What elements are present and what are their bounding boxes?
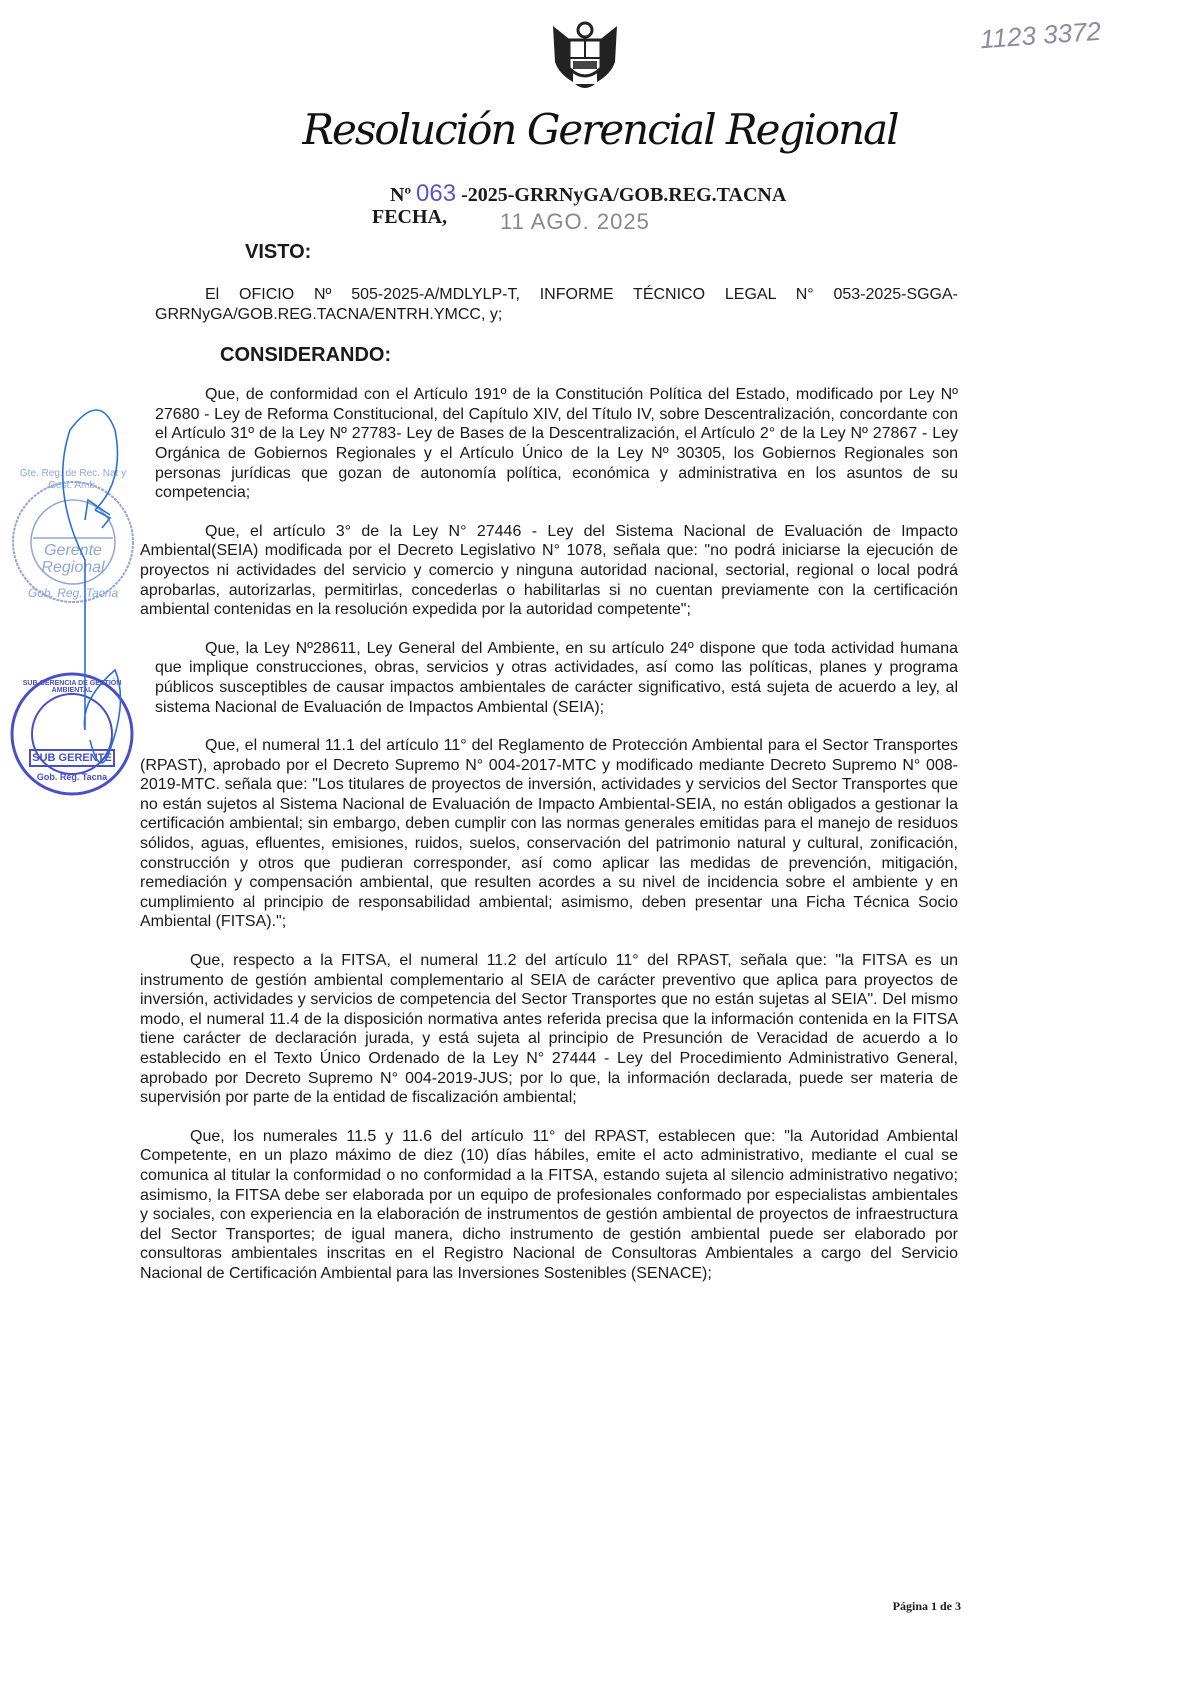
document-body — [140, 240, 958, 1303]
paragraph: Que, respecto a la FITSA, el numeral 11.2 del artículo 11° del RPAST, señala que: "la FITSA es un instrumento de gestión ambiental complementario al SEIA de carácter preventivo que aplica para proyectos de inversión, actividades y servicios de competencia del Sector Transportes que no están sujetas al SEIA". Del mismo modo, el numeral 11.4 de la disposición normativa antes referida precisa que la información contenida en la FITSA tiene carácter de declaración jurada, y está sujeta al principio de Presunción de Veracidad de acuerdo a lo establecido en el Texto Único Ordenado de la Ley N° 27444 - Ley del Procedimiento Administrativo General, aprobado por Decreto Supremo N° 004-2019-JUS; por lo que, la información declarada, puede ser materia de supervisión por parte de la entidad de fiscalización ambiental; — [140, 952, 958, 1107]
stamp-center-text: Gerente Regional — [41, 542, 105, 576]
paragraph: Que, la Ley Nº28611, Ley General del Ambiente, en su artículo 24º dispone que toda actividad humana que implique construcciones, obras, servicios y otras actividades, así como las políticas, planes y programa públicos susceptibles de causar impactos ambientales de carácter significativo, está sujeta de acuerdo a ley, al sistema Nacional de Evaluación de Impactos Ambiental (SEIA); — [155, 639, 958, 716]
number-suffix: -2025-GRRNyGA/GOB.REG.TACNA — [461, 184, 787, 206]
document-title: Resolución Gerencial Regional — [302, 105, 898, 154]
stamp-center-text: SUB GERENTE — [32, 752, 112, 764]
visto-text: El OFICIO Nº 505-2025-A/MDLYLP-T, INFORME TÉCNICO LEGAL N° 053-2025-SGGA-GRRNyGA/GOB.REG.TACNA/ENTRH.YMCC, y; — [155, 286, 958, 323]
stamp-ring-text: Gte. Reg. de Rec. Nat y Gest. Amb. — [19, 468, 127, 491]
coat-of-arms-logo — [545, 12, 625, 92]
paragraph: Que, los numerales 11.5 y 11.6 del artículo 11° del RPAST, establecen que: "la Autoridad Ambiental Competente, en un plazo máximo de diez (10) días hábiles, emite el acto administrativo, mediante el cual se comunica al titular la conformidad o no conformidad a la FITSA, estando sujeta al silencio administrativo negativo; asimismo, la FITSA debe ser elaborada por un equipo de profesionales conformado por especialistas ambientales y sociales, con experiencia en la elaboración de instrumentos de gestión ambiental de proyectos de infraestructura del Sector Transportes; de igual manera, dicho instrumento de gestión ambiental puede ser elaborado por consultoras ambientales inscritas en el Registro Nacional de Consultoras Ambientales a cargo del Servicio Nacional de Certificación Ambiental para las Inversiones Sostenibles (SENACE); — [140, 1127, 958, 1282]
stamp-bottom-text: Gob. Reg. Tacna — [36, 772, 108, 782]
handwritten-number: 1123 3372 — [979, 15, 1102, 55]
fecha-label: FECHA, — [372, 206, 447, 228]
number-prefix: Nº — [390, 184, 412, 206]
signature — [40, 400, 150, 820]
resolution-number — [390, 180, 786, 208]
visto-heading: VISTO: — [245, 241, 312, 263]
page-number: Página 1 de 3 — [892, 1599, 961, 1613]
paragraph: Que, el numeral 11.1 del artículo 11° del Reglamento de Protección Ambiental para el Sector Transportes (RPAST), aprobado por el Decreto Supremo N° 004-2017-MTC y modificado mediante Decreto Supremo N° 008- 2019-MTC. señala que: "Los titulares de proyectos de inversión, actividades y servicios del Sector Transportes que no están sujetos al Sistema Nacional de Evaluación de Impacto Ambiental-SEIA, no están obligados a gestionar la certificación ambiental; sin embargo, deben cumplir con las normas generales emitidas para el manejo de residuos sólidos, aguas, efluentes, emisiones, ruidos, suelos, conservación del patrimonio natural y cultural, zonificación, construcción y otros que pudieran corresponder, así como aplicar las medidas de prevención, mitigación, remediación y compensación ambiental, que resulten acordes a su nivel de incidencia sobre el ambiente y en cumplimiento al principio de responsabilidad ambiental; asimismo, deben presentar una Ficha Técnica Socio Ambiental (FITSA)."; — [140, 737, 958, 931]
stamp-bottom-text: Gob. Reg. Tacna — [27, 586, 119, 600]
fecha-stamp: 11 AGO. 2025 — [500, 209, 650, 234]
number-value: 063 — [416, 180, 457, 207]
stamp-ring-text: SUB GERENCIA DE GESTIÓN AMBIENTAL — [22, 680, 122, 694]
paragraph: Que, de conformidad con el Artículo 191º de la Constitución Política del Estado, modificado por Ley Nº 27680 - Ley de Reforma Constitucional, del Capítulo XIV, del Título IV, sobre Descentralización, concordante con el Artículo 31º de la Ley Nº 27783- Ley de Bases de la Descentralización, el Artículo 2° de la Ley Nº 27867 - Ley Orgánica de Gobiernos Regionales y el Artículo Único de la Ley Nº 30305, los Gobiernos Regionales son personas jurídicas que gozan de autonomía política, económica y administrativa en los asuntos de su competencia; — [155, 386, 958, 502]
paragraph: Que, el artículo 3° de la Ley N° 27446 - Ley del Sistema Nacional de Evaluación de Impacto Ambiental(SEIA) modificada por el Decreto Legislativo N° 1078, señala que: "no podrá iniciarse la ejecución de proyectos ni actividades del servicio y comercio y ninguna autoridad nacional, sectorial, regional o local podrá aprobarlas, autorizarlas, permitirlas, concederlas o habilitarlas si no cuentan previamente con la certificación ambiental contenidas en la resolución expedida por la autoridad competente"; — [140, 522, 958, 619]
considerando-heading: CONSIDERANDO: — [220, 344, 392, 367]
